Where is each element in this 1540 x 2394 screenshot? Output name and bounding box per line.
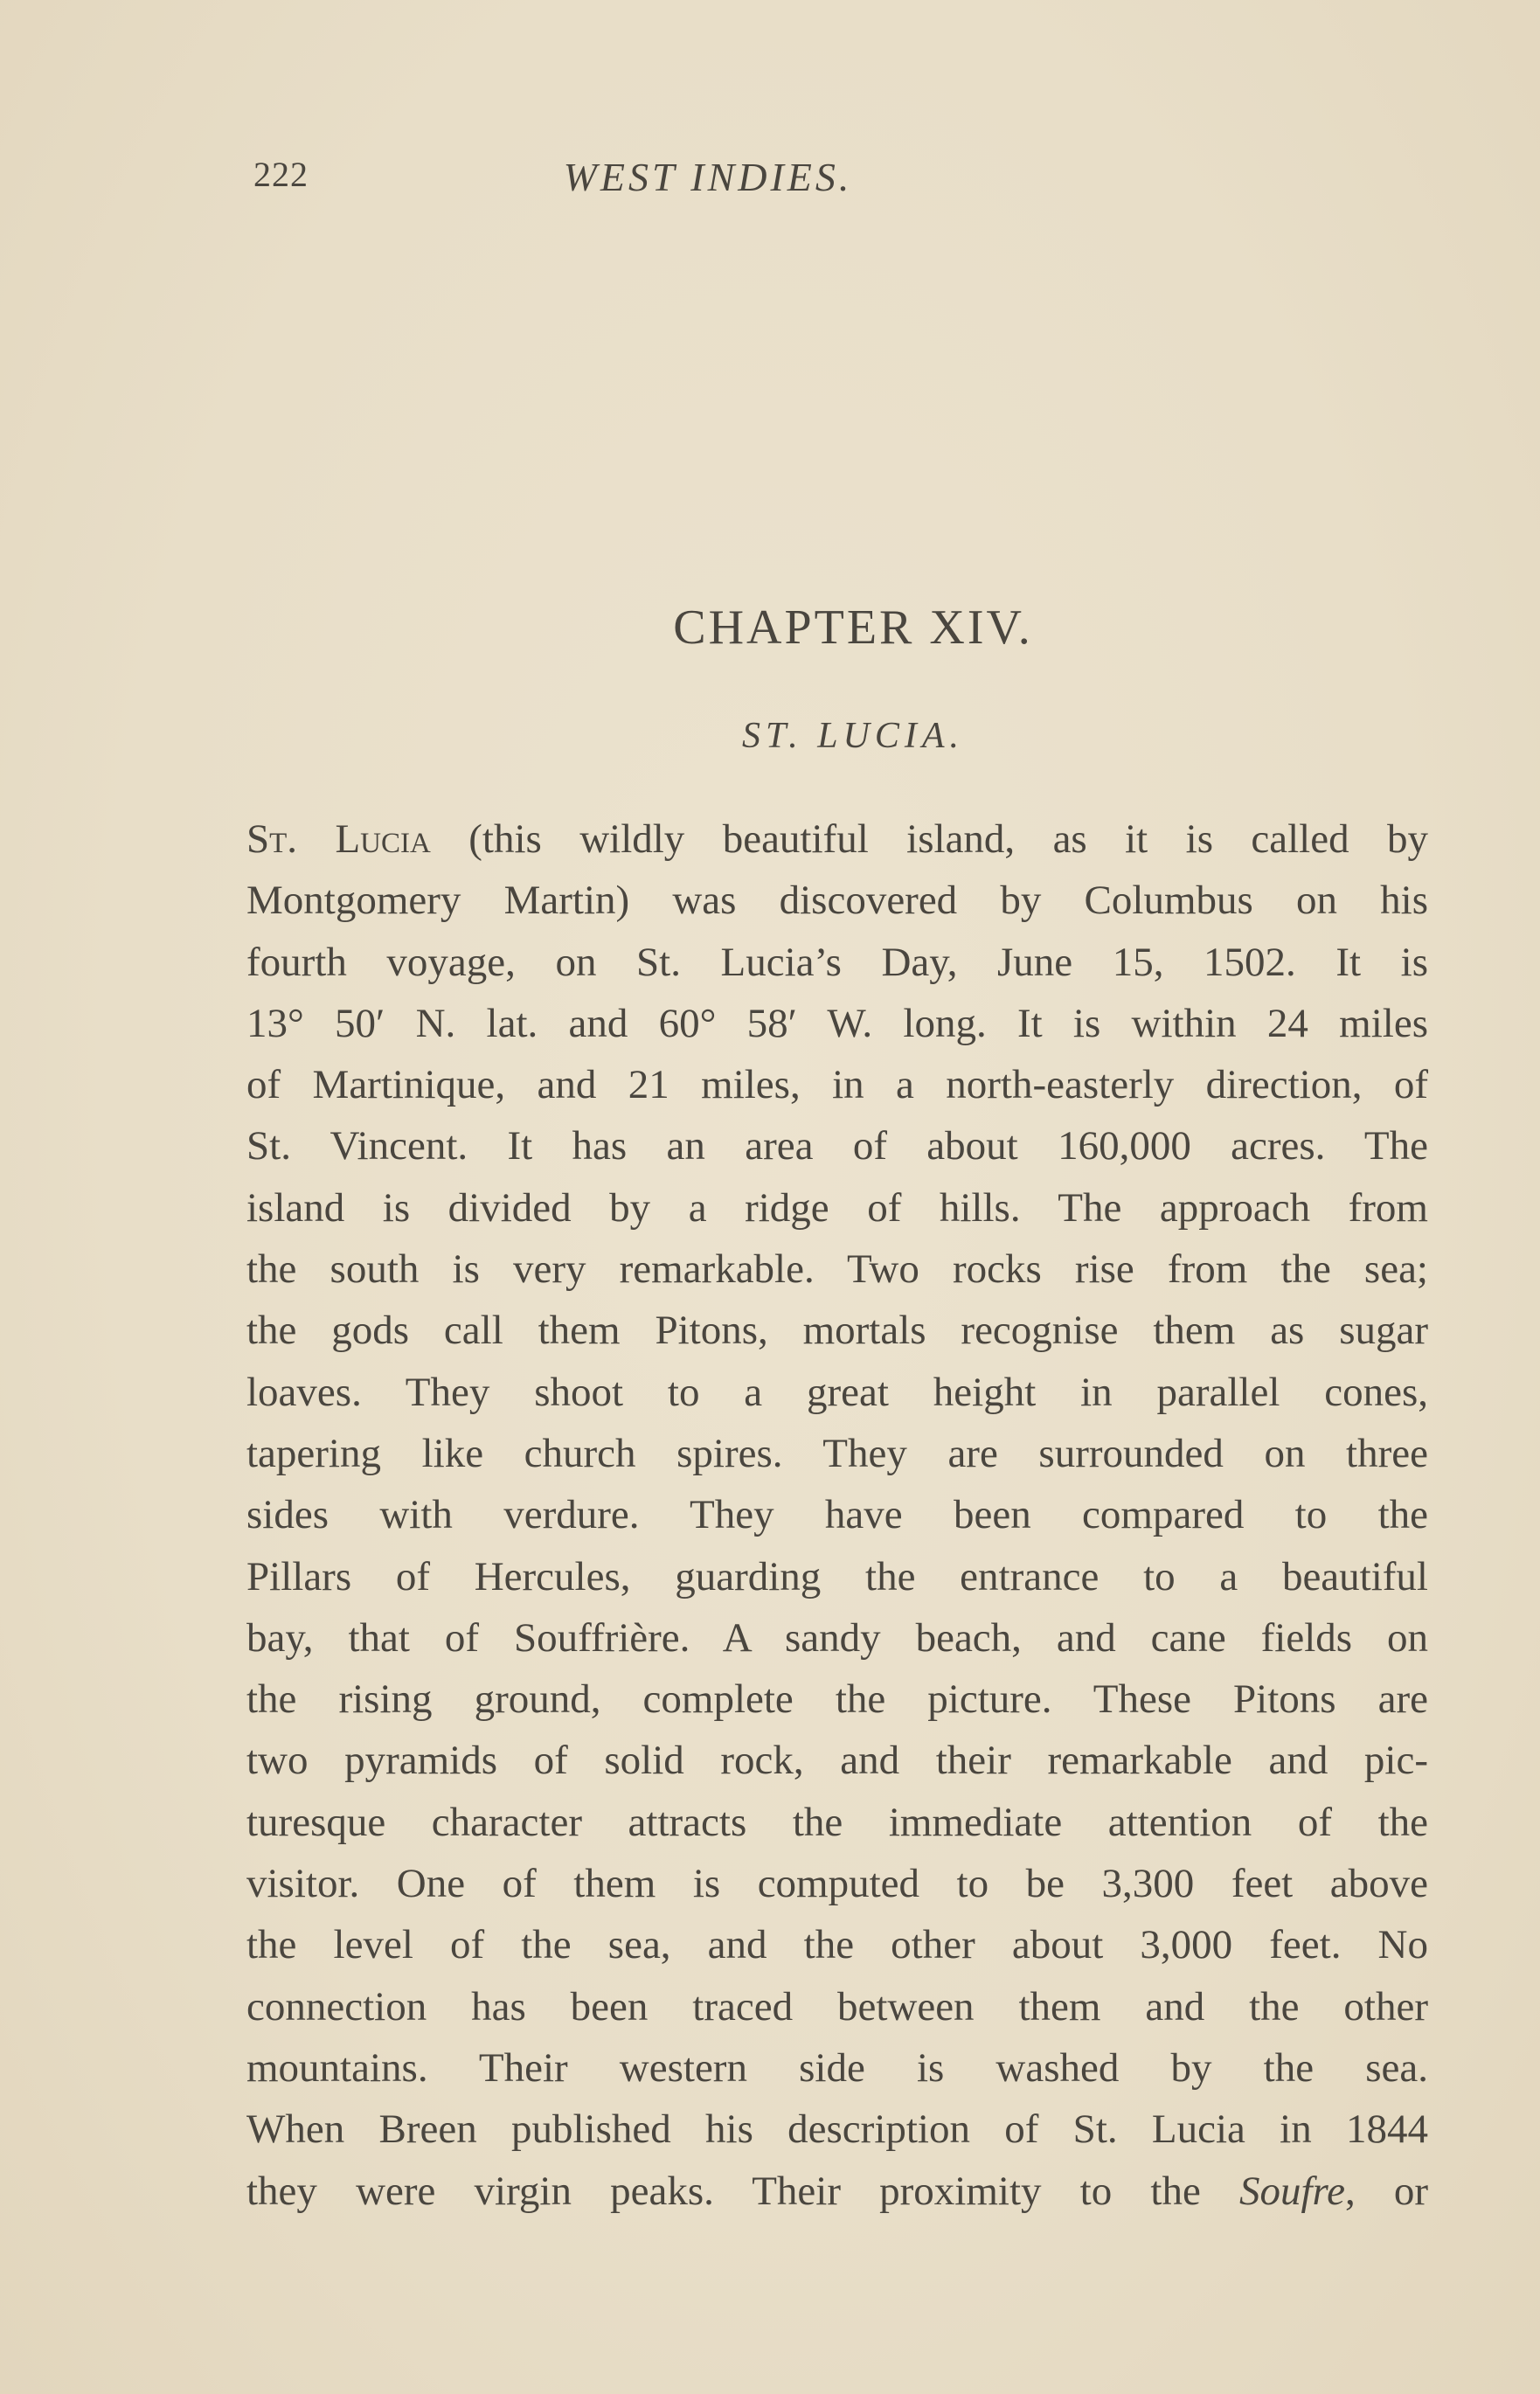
text-line: visitor. One of them is computed to be 3,300 feet above — [246, 1861, 1428, 1907]
chapter-title: CHAPTER XIV. — [673, 600, 1033, 655]
running-title: WEST INDIES. — [563, 155, 853, 199]
page-number: 222 — [253, 155, 309, 194]
text-line-1 — [246, 808, 1428, 870]
last-line-end: , or — [1344, 2168, 1428, 2214]
text-line: Pillars of Hercules, guarding the entrance to a beautiful — [246, 1553, 1428, 1599]
text-line: bay, that of Souffrière. A sandy beach, and cane fields on — [246, 1614, 1428, 1661]
text-line: fourth voyage, on St. Lucia’s Day, June 15, 1502. It is — [246, 939, 1428, 985]
text-line: When Breen published his description of St. Lucia in 1844 — [246, 2106, 1428, 2153]
text-line: island is divided by a ridge of hills. The approach from — [246, 1184, 1428, 1231]
text-line: the south is very remarkable. Two rocks rise from the sea; — [246, 1246, 1428, 1293]
lead-in-smallcaps: St. Lucia — [246, 816, 431, 862]
text-line: two pyramids of solid rock, and their remarkable and pic- — [246, 1738, 1428, 1784]
lead-in-rest: (this wildly beautiful island, as it is called by — [430, 816, 1428, 862]
text-line: of Martinique, and 21 miles, in a north-easterly direction, of — [246, 1062, 1428, 1108]
text-line: connection has been traced between them and the other — [246, 1983, 1428, 2030]
text-line: St. Vincent. It has an area of about 160,000 acres. The — [246, 1123, 1428, 1169]
italic-word: Soufre — [1238, 2168, 1345, 2214]
text-line: loaves. They shoot to a great height in parallel cones, — [246, 1369, 1428, 1415]
body-text — [246, 808, 1428, 2222]
text-line: sides with verdure. They have been compared to the — [246, 1492, 1428, 1538]
text-line: the level of the sea, and the other about 3,000 feet. No — [246, 1922, 1428, 1968]
text-line: Montgomery Martin) was discovered by Columbus on his — [246, 878, 1428, 924]
text-line: 13° 50′ N. lat. and 60° 58′ W. long. It is within 24 miles — [246, 1000, 1428, 1046]
text-line: the rising ground, complete the picture. These Pitons are — [246, 1676, 1428, 1723]
text-line: tapering like church spires. They are surrounded on three — [246, 1430, 1428, 1476]
text-line: mountains. Their western side is washed by the sea. — [246, 2044, 1428, 2091]
text-line: the gods call them Pitons, mortals recognise them as sugar — [246, 1308, 1428, 1354]
text-line: turesque character attracts the immediate attention of the — [246, 1799, 1428, 1845]
running-head — [253, 154, 1023, 206]
section-title: ST. LUCIA. — [741, 716, 965, 756]
text-line-last — [246, 2161, 1428, 2222]
last-line-start: they were virgin peaks. Their proximity to the — [246, 2168, 1239, 2214]
